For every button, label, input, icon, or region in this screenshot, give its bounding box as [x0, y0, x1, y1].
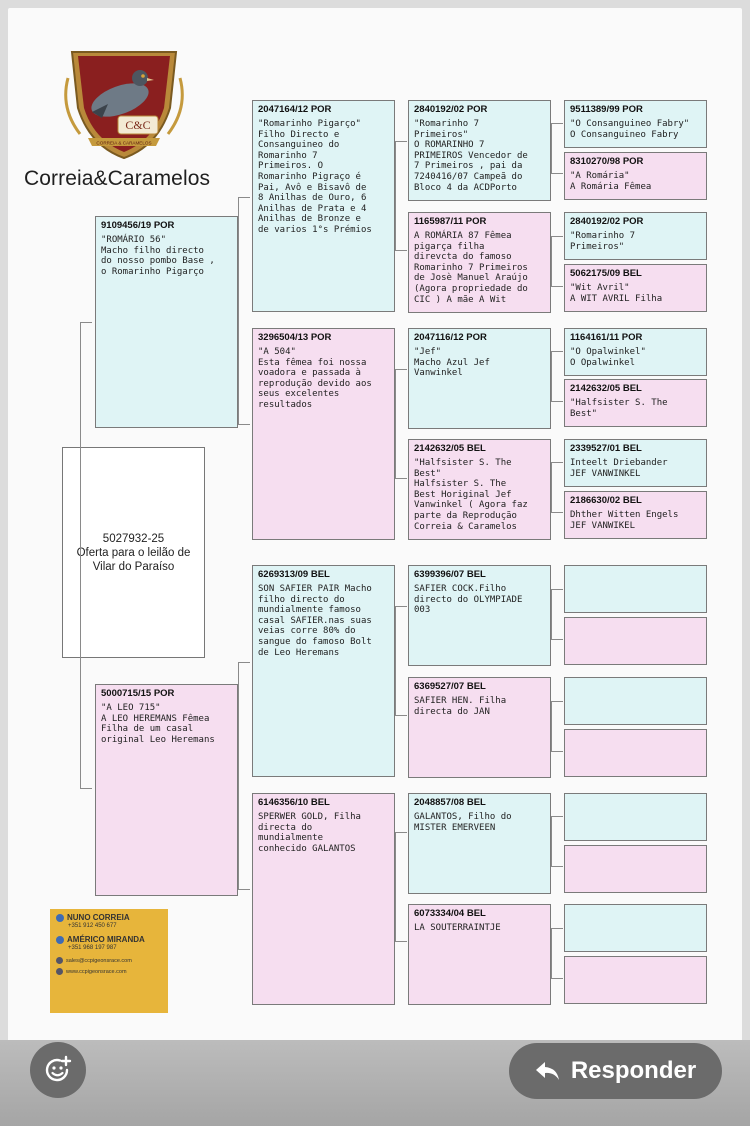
pedigree-box-gen4	[564, 328, 707, 376]
pedigree-ring: 2047116/12 POR	[414, 332, 487, 343]
pedigree-box-gen3	[408, 100, 551, 201]
pedigree-ring: 9109456/19 POR	[101, 220, 175, 231]
connector-gen4-6	[551, 701, 563, 752]
logo-banner: CORREIA & CARAMELOS	[96, 140, 152, 146]
pedigree-box-gen4	[564, 379, 707, 427]
contact-phone-1: +351 912 450 677	[68, 923, 117, 929]
pedigree-ring: 8310270/98 POR	[570, 156, 644, 167]
pedigree-box-gen2	[252, 793, 395, 1005]
pedigree-ring: 6269313/09 BEL	[258, 569, 330, 580]
pedigree-box-dam	[95, 684, 238, 896]
pedigree-text: SAFIER HEN. Filha directa do JAN	[414, 696, 507, 717]
contact-phone-2: +351 968 197 987	[68, 945, 117, 951]
contact-person-2	[56, 935, 162, 944]
logo-letters: C&C	[125, 118, 151, 132]
pedigree-box-sire	[95, 216, 238, 428]
pedigree-ring: 2186630/02 BEL	[570, 495, 642, 506]
pedigree-ring: 6073334/04 BEL	[414, 908, 486, 919]
pedigree-ring: 9511389/99 POR	[570, 104, 643, 115]
pedigree-text: "Halfsister S. The Best"	[570, 398, 668, 419]
pedigree-box-gen4-empty	[564, 845, 707, 893]
pedigree-text: SAFIER COCK.Filho directo do OLYMPIADE 003	[414, 584, 523, 616]
pedigree-text: "ROMÁRIO 56" Macho filho directo do nosso pombo Base , o Romarinho Pigarço	[101, 235, 215, 277]
pedigree-text: SON SAFIER PAIR Macho filho directo do mundialmente famoso casal SAFIER.nas suas veias corre 80% do sangue do famoso Bolt de Leo Heremans	[258, 584, 372, 658]
pedigree-ring: 2047164/12 POR	[258, 104, 332, 115]
pedigree-text: "A LEO 715" A LEO HEREMANS Fêmea Filha de um casal original Leo Heremans	[101, 703, 215, 745]
connector-gen3-1	[395, 141, 407, 251]
email-icon	[56, 957, 63, 964]
connector-gen3-2	[395, 369, 407, 479]
contact-name-2: AMÉRICO MIRANDA	[67, 935, 145, 944]
pedigree-box-gen3	[408, 328, 551, 429]
contact-email-row	[56, 957, 162, 964]
pedigree-box-gen4-empty	[564, 565, 707, 613]
pedigree-box-gen4-empty	[564, 793, 707, 841]
pedigree-ring: 2840192/02 POR	[570, 216, 644, 227]
person-icon	[56, 936, 64, 944]
correia-caramelos-logo	[58, 38, 190, 162]
pedigree-box-gen4-empty	[564, 617, 707, 665]
pedigree-text: "Halfsister S. The Best" Halfsister S. The Best Horiginal Jef Vanwinkel ( Agora faz parte da Reprodução Correia & Caramelos	[414, 458, 528, 532]
pedigree-text: Inteelt Driebander JEF VANWINKEL	[570, 458, 668, 479]
pedigree-ring: 2142632/05 BEL	[570, 383, 642, 394]
contact-card	[50, 909, 168, 1013]
pedigree-ring: 6399396/07 BEL	[414, 569, 486, 580]
pedigree-box-gen2	[252, 565, 395, 777]
contact-name-1: NUNO CORREIA	[67, 913, 130, 922]
reply-button[interactable]	[509, 1043, 722, 1099]
add-reaction-icon	[42, 1054, 74, 1086]
react-button[interactable]	[30, 1042, 86, 1098]
connector-gen4-1	[551, 123, 563, 174]
pedigree-box-gen2	[252, 100, 395, 312]
connector-gen2-sire	[238, 197, 250, 425]
connector-gen2-dam	[238, 662, 250, 890]
pedigree-box-gen3	[408, 677, 551, 778]
pedigree-text: "A 504" Esta fêmea foi nossa voadora e passada à reprodução devido aos seus excelentes resultados	[258, 347, 372, 410]
person-icon	[56, 914, 64, 922]
pedigree-ring: 5000715/15 POR	[101, 688, 175, 699]
connector-gen4-2	[551, 236, 563, 287]
connector-gen3-3	[395, 606, 407, 716]
pedigree-text: "O Opalwinkel" O Opalwinkel	[570, 347, 646, 368]
pedigree-box-gen4	[564, 152, 707, 200]
pedigree-ring: 1164161/11 POR	[570, 332, 643, 343]
pedigree-box-gen4-empty	[564, 956, 707, 1004]
contact-web-row	[56, 968, 162, 975]
pedigree-text: SPERWER GOLD, Filha directa do mundialmente conhecido GALANTOS	[258, 812, 361, 854]
pedigree-ring: 1165987/11 POR	[414, 216, 487, 227]
pedigree-box-gen4-empty	[564, 729, 707, 777]
pedigree-box-gen4	[564, 212, 707, 260]
main-pigeon-desc-line2: Vilar do Paraíso	[92, 560, 175, 573]
pedigree-text: "Romarinho 7 Primeiros" O ROMARINHO 7 PRIMEIROS Vencedor de 7 Primeiros , pai da 7240416/07 Campeã do Bloco 4 da ACDPorto	[414, 119, 528, 193]
pedigree-ring: 2339527/01 BEL	[570, 443, 642, 454]
pedigree-box-gen4-empty	[564, 904, 707, 952]
main-pigeon-ring: 5027932-25	[102, 532, 165, 545]
pedigree-box-gen4	[564, 491, 707, 539]
reply-label: Responder	[570, 1057, 697, 1084]
pedigree-text: "Jef" Macho Azul Jef Vanwinkel	[414, 347, 490, 379]
pedigree-box-gen3	[408, 565, 551, 666]
connector-gen4-8	[551, 928, 563, 979]
pedigree-ring: 6369527/07 BEL	[414, 681, 486, 692]
pedigree-box-gen3	[408, 439, 551, 540]
contact-web: www.ccpigeonsrace.com	[66, 968, 127, 975]
pedigree-ring: 2142632/05 BEL	[414, 443, 486, 454]
pedigree-box-gen3	[408, 212, 551, 313]
contact-email: sales@ccpigeonsrace.com	[66, 957, 132, 964]
contact-person-1	[56, 913, 162, 922]
pedigree-ring: 6146356/10 BEL	[258, 797, 330, 808]
connector-gen4-5	[551, 589, 563, 640]
pedigree-text: GALANTOS, Filho do MISTER EMERVEEN	[414, 812, 512, 833]
pedigree-box-gen4	[564, 100, 707, 148]
pedigree-ring: 3296504/13 POR	[258, 332, 332, 343]
pedigree-text: "Romarinho 7 Primeiros"	[570, 231, 636, 252]
pedigree-text: "O Consanguineo Fabry" O Consanguineo Fabry	[570, 119, 690, 140]
connector-gen1	[80, 322, 92, 789]
pedigree-ring: 2840192/02 POR	[414, 104, 488, 115]
pedigree-text: "Wit Avril" A WIT AVRIL Filha	[570, 283, 663, 304]
connector-gen4-7	[551, 816, 563, 867]
main-pigeon-desc-line1: Oferta para o leilão de	[76, 546, 191, 559]
pedigree-ring: 2048857/08 BEL	[414, 797, 486, 808]
pedigree-text: Dhther Witten Engels JEF VANWIKEL	[570, 510, 679, 531]
pedigree-box-gen2	[252, 328, 395, 540]
pedigree-text: A ROMÁRIA 87 Fêmea pigarça filha direvcta do famoso Romarinho 7 Primeiros de Josè Manuel Araújo (Agora propriedade do CIC ) A mãe A Wit	[414, 231, 528, 305]
pedigree-box-gen3	[408, 904, 551, 1005]
globe-icon	[56, 968, 63, 975]
pedigree-text: "A Romária" A Romária Fêmea	[570, 171, 652, 192]
connector-gen4-4	[551, 462, 563, 513]
connector-gen4-3	[551, 351, 563, 402]
pedigree-text: LA SOUTERRAINTJE	[414, 923, 501, 933]
pedigree-text: "Romarinho Pigarço" Filho Directo e Consanguineo do Romarinho 7 Primeiros. O Romarinho Pigraço é Pai, Avô e Bisavô de 8 Anilhas de Ouro, 6 Anilhas de Prata e 4 Anilhas de Bronze e de varios 1°s Prémios	[258, 119, 372, 235]
pedigree-box-gen4	[564, 439, 707, 487]
reply-arrow-icon	[535, 1060, 561, 1082]
pedigree-ring: 5062175/09 BEL	[570, 268, 642, 279]
pedigree-box-gen4	[564, 264, 707, 312]
pedigree-box-gen4-empty	[564, 677, 707, 725]
connector-gen3-4	[395, 832, 407, 942]
brand-name: Correia&Caramelos	[24, 167, 211, 190]
pedigree-box-gen3	[408, 793, 551, 894]
